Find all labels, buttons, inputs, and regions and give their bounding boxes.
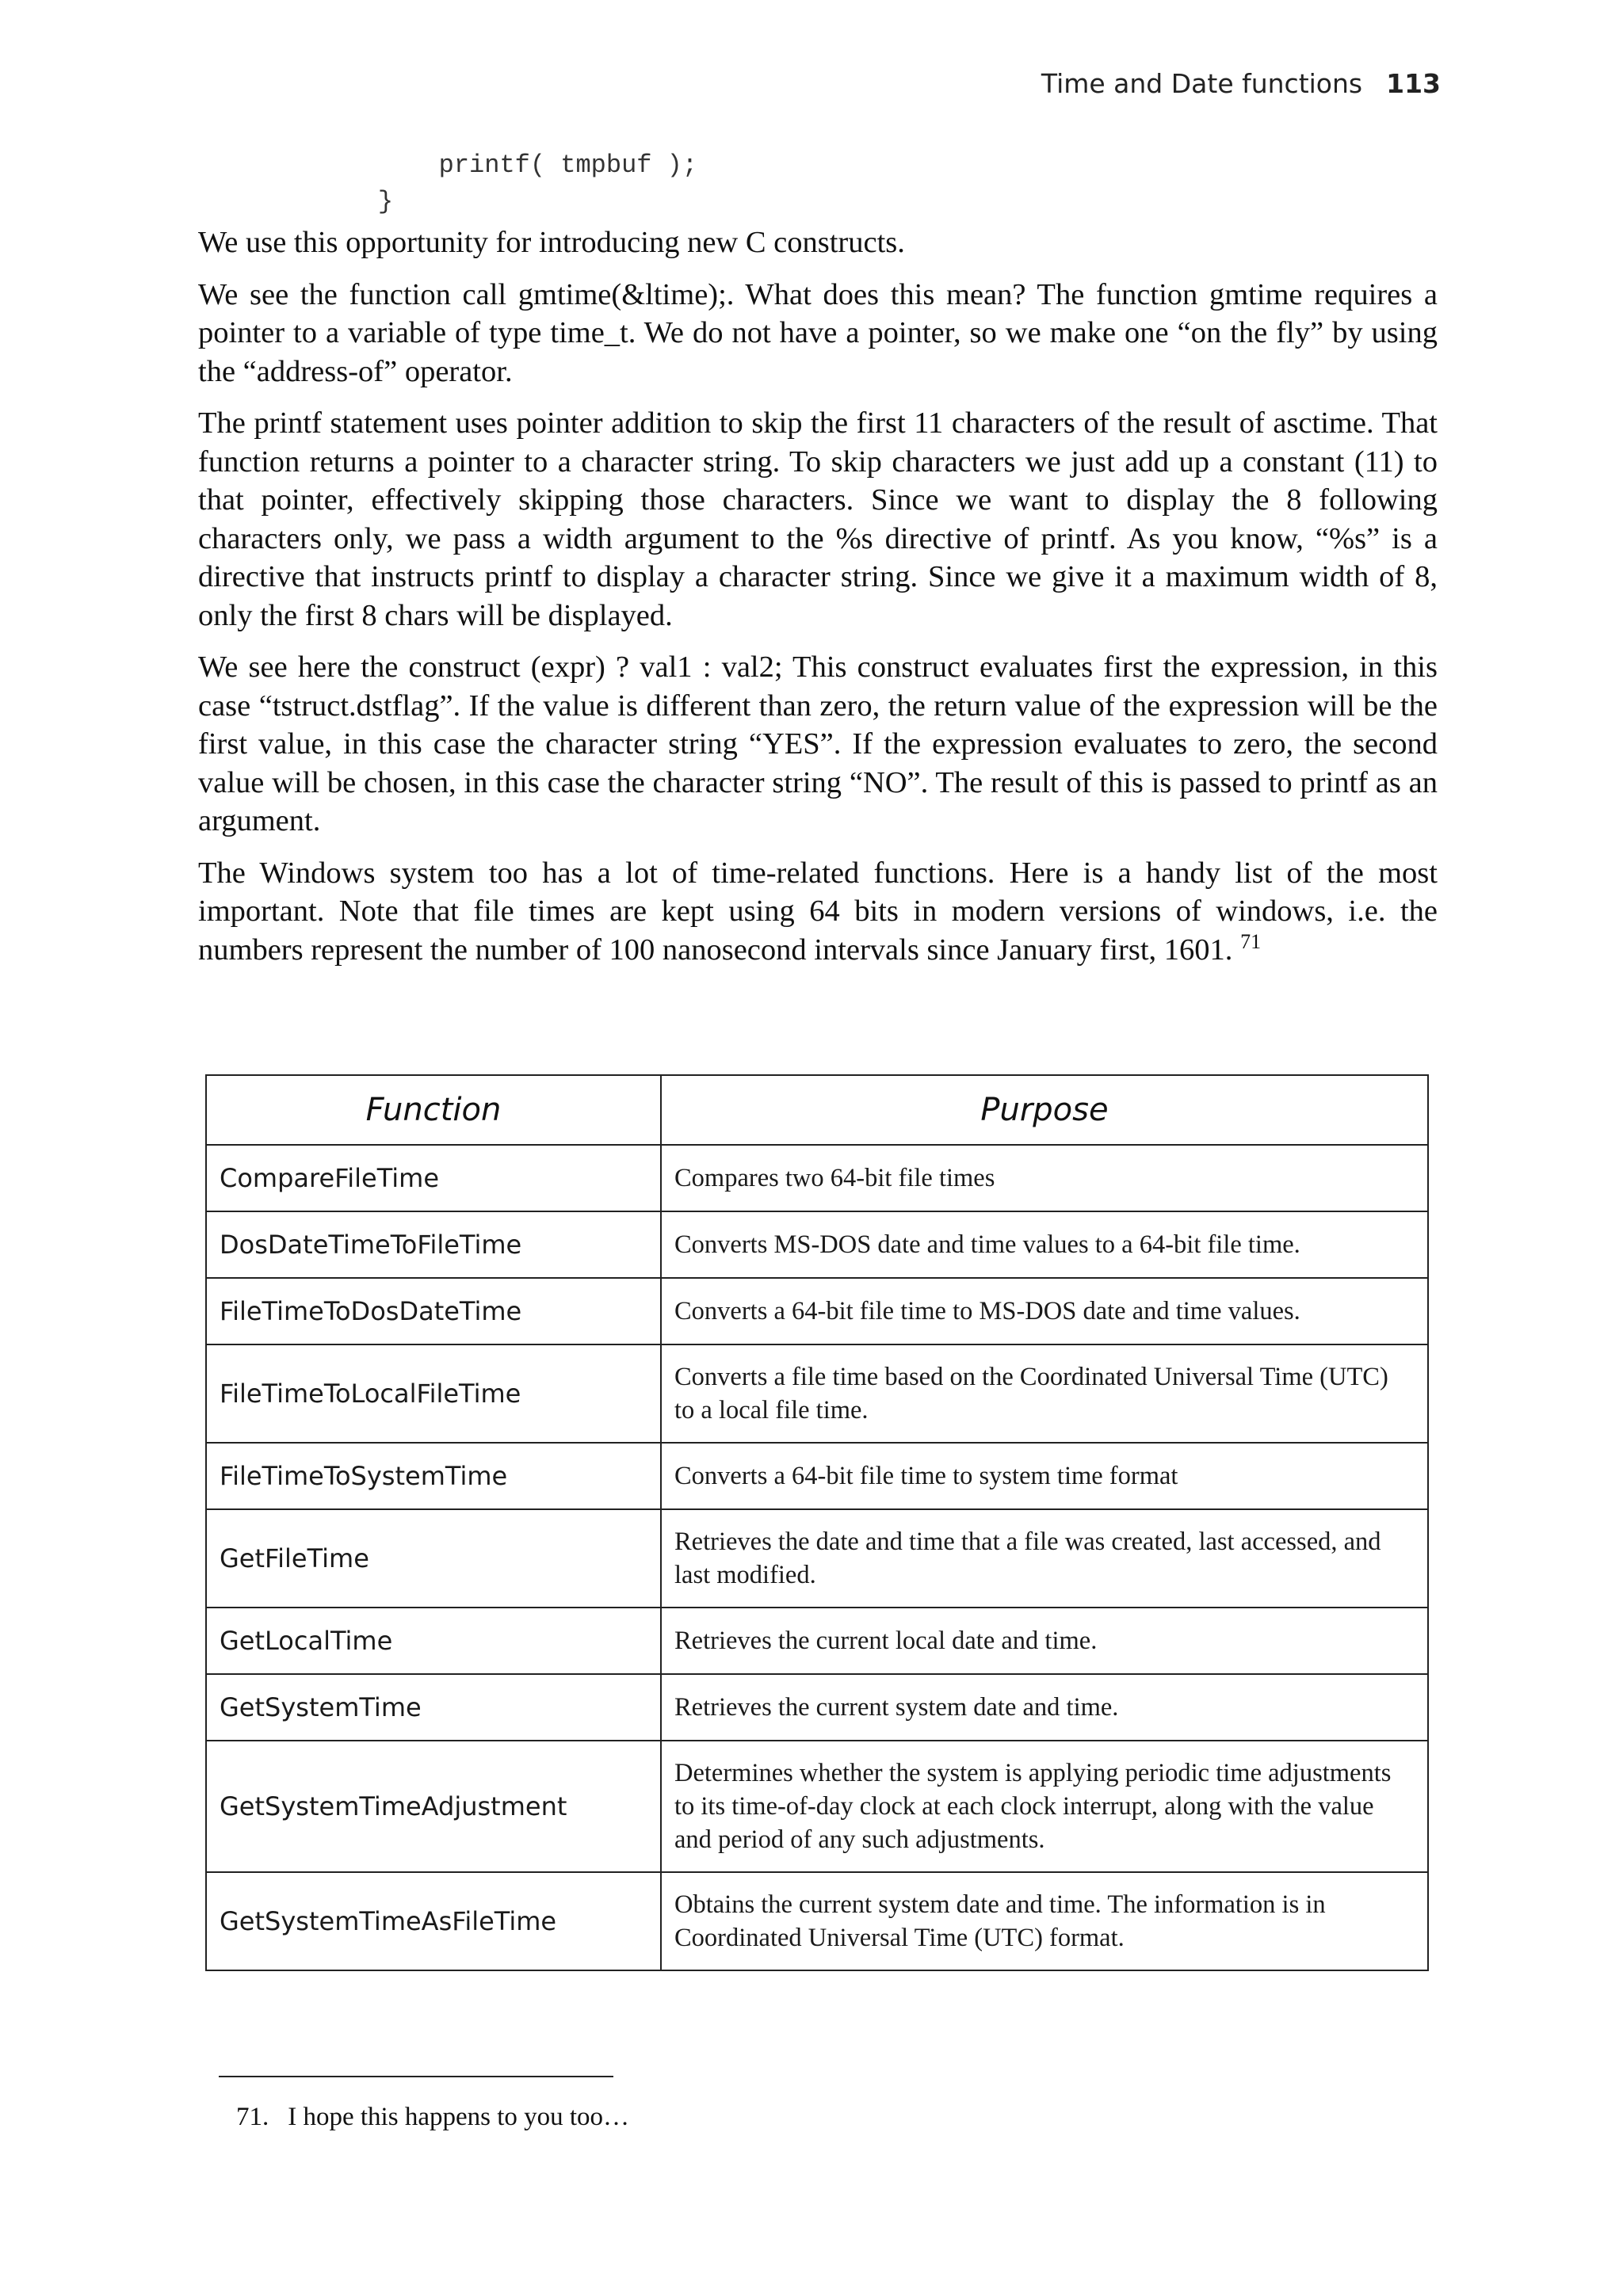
function-name: CompareFileTime — [206, 1145, 661, 1211]
paragraph: We see the function call gmtime(&ltime);. What does this mean? The function gmtime requires a pointer to a variable of type time_t. We do not have a pointer, so we make one “on the fly” by using the “address-of” operator. — [198, 277, 1438, 388]
function-purpose: Retrieves the date and time that a file was created, last accessed, and last modified. — [661, 1509, 1428, 1608]
section-title: Time and Date functions — [1041, 68, 1363, 99]
paragraph: We see here the construct (expr) ? val1 : val2; This construct evaluates first the expression, in this case “tstruct.dstflag”. If the value is different than zero, the return value of the expression will be the first value, in this case the character string “YES”. If the expression evaluates to zero, the second value will be chosen, in this case the character string “NO”. The result of this is passed to printf as an argument. — [198, 650, 1438, 837]
time-functions-table — [205, 1074, 1429, 1971]
table-row — [206, 1674, 1428, 1741]
table-row — [206, 1344, 1428, 1443]
function-purpose: Retrieves the current local date and time. — [661, 1608, 1428, 1674]
table-row — [206, 1211, 1428, 1278]
function-purpose: Converts MS-DOS date and time values to a 64-bit file time. — [661, 1211, 1428, 1278]
function-purpose: Determines whether the system is applying periodic time adjustments to its time-of-day clock at each clock interrupt, along with the value and period of any such adjustments. — [661, 1741, 1428, 1872]
footnote-divider — [219, 2076, 613, 2077]
code-line: } — [317, 187, 394, 216]
paragraph-text: The Windows system too has a lot of time-related functions. Here is a handy list of the most important. Note that file times are kept using 64 bits in modern versions of windows, i.e. the numbers represent the number of 100 nanosecond intervals since January first, 1601. — [198, 856, 1438, 967]
table-row — [206, 1741, 1428, 1872]
function-purpose: Compares two 64-bit file times — [661, 1145, 1428, 1211]
code-line: printf( tmpbuf ); — [317, 151, 698, 180]
function-purpose: Converts a file time based on the Coordinated Universal Time (UTC) to a local file time. — [661, 1344, 1428, 1443]
paragraph: The printf statement uses pointer addition to skip the first 11 characters of the result of asctime. That function returns a pointer to a character string. To skip characters we just add up a constant (11) to that pointer, effectively skipping those characters. Since we want to display the 8 following characters only, we pass a width argument to the %s directive of printf. As you know, “%s” is a directive that instructs printf to display a character string. Since we give it a maximum width of 8, only the first 8 chars will be displayed. — [198, 406, 1438, 632]
column-header-purpose: Purpose — [661, 1075, 1428, 1145]
function-name: GetFileTime — [206, 1509, 661, 1608]
table-row — [206, 1608, 1428, 1674]
table-row — [206, 1443, 1428, 1509]
paragraph: We use this opportunity for introducing new C constructs. — [198, 226, 905, 259]
column-header-function: Function — [206, 1075, 661, 1145]
function-name: FileTimeToDosDateTime — [206, 1278, 661, 1344]
function-purpose: Retrieves the current system date and time. — [661, 1674, 1428, 1741]
function-name: GetLocalTime — [206, 1608, 661, 1674]
function-name: GetSystemTimeAdjustment — [206, 1741, 661, 1872]
function-name: FileTimeToLocalFileTime — [206, 1344, 661, 1443]
table-row — [206, 1509, 1428, 1608]
body-text — [198, 223, 1438, 982]
footnote-number: 71. — [236, 2103, 269, 2131]
footnote-text: I hope this happens to you too… — [288, 2103, 630, 2131]
table-header-row — [206, 1075, 1428, 1145]
code-snippet — [317, 147, 697, 220]
running-header — [1041, 68, 1441, 99]
function-name: GetSystemTimeAsFileTime — [206, 1872, 661, 1970]
paragraph — [198, 854, 1438, 970]
function-purpose: Converts a 64-bit file time to MS-DOS date and time values. — [661, 1278, 1428, 1344]
footnote-ref: 71 — [1240, 929, 1262, 953]
page-number: 113 — [1386, 68, 1441, 99]
function-name: FileTimeToSystemTime — [206, 1443, 661, 1509]
function-name: DosDateTimeToFileTime — [206, 1211, 661, 1278]
table-row — [206, 1278, 1428, 1344]
footnote — [236, 2103, 629, 2132]
table-row — [206, 1145, 1428, 1211]
function-purpose: Converts a 64-bit file time to system time format — [661, 1443, 1428, 1509]
table-row — [206, 1872, 1428, 1970]
function-name: GetSystemTime — [206, 1674, 661, 1741]
function-purpose: Obtains the current system date and time. The information is in Coordinated Universal Time (UTC) format. — [661, 1872, 1428, 1970]
